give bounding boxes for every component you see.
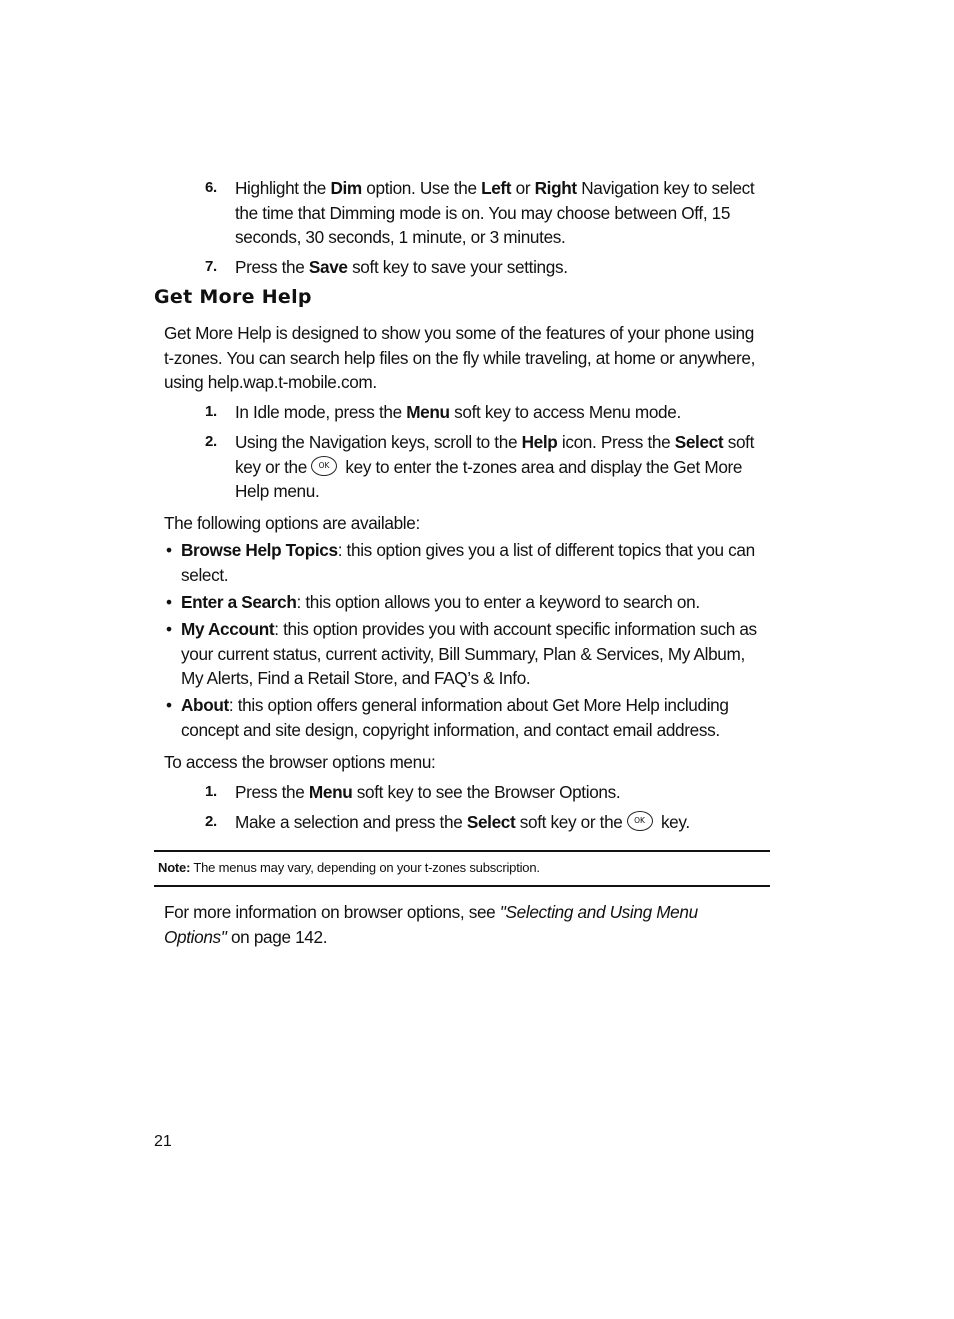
step-number: 2. xyxy=(205,433,217,450)
option-about: • About: this option offers general information about Get More Help including concept and site design, copyright information, and contact email address. xyxy=(166,695,729,740)
option-enter-a-search: • Enter a Search: this option allows you to enter a keyword to search on. xyxy=(166,590,768,615)
step-number: 2. xyxy=(205,813,217,830)
cross-reference: "Selecting and Using Menu Options" xyxy=(164,902,698,947)
step-text: In Idle mode, press the Menu soft key to access Menu mode. xyxy=(235,402,681,422)
help-step-1 xyxy=(205,400,771,425)
step-7 xyxy=(205,255,771,280)
ok-key-icon: OK xyxy=(627,811,653,831)
step-text: Highlight the Dim option. Use the Left or Right Navigation key to select the time that Dimming mode is on. You may choose between Off, 15 seconds, 30 seconds, 1 minute, or 3 minutes. xyxy=(235,178,755,247)
step-text: Make a selection and press the Select soft key or the OK key. xyxy=(235,812,690,832)
step-text: Using the Navigation keys, scroll to the Help icon. Press the Select soft key or the OK key to enter the t-zones area and display the Get More Help menu. xyxy=(235,432,755,501)
bullet-icon: • xyxy=(166,619,172,639)
step-number: 6. xyxy=(205,179,217,196)
intro-paragraph: Get More Help is designed to show you some of the features of your phone using t-zones. You can search help files on the fly while traveling, at home or anywhere, using help.wap.t-mobile.com. xyxy=(164,323,756,392)
browser-intro: To access the browser options menu: xyxy=(164,752,436,772)
step-text: Press the Save soft key to save your settings. xyxy=(235,257,568,277)
step-6 xyxy=(205,176,771,250)
bullet-icon: • xyxy=(166,540,172,560)
browser-step-2 xyxy=(205,810,771,835)
note-top-rule xyxy=(154,850,770,852)
note-bottom-rule xyxy=(154,885,770,887)
note: Note: The menus may vary, depending on your t-zones subscription. xyxy=(158,860,540,875)
bullet-icon: • xyxy=(166,592,172,612)
page-number: 21 xyxy=(154,1133,172,1150)
option-my-account: • My Account: this option provides you with account specific information such as your current status, current activity, Bill Summary, Plan & Services, My Album, My Alerts, Find a Retail Store, and FAQ’s & Info. xyxy=(166,619,757,688)
ok-key-icon: OK xyxy=(311,456,337,476)
help-step-2 xyxy=(205,430,771,504)
options-intro: The following options are available: xyxy=(164,513,420,533)
step-number: 7. xyxy=(205,258,217,275)
browser-step-1 xyxy=(205,780,771,805)
option-browse-help-topics: • Browse Help Topics: this option gives you a list of different topics that you can select. xyxy=(166,540,755,585)
bullet-icon: • xyxy=(166,695,172,715)
step-number: 1. xyxy=(205,783,217,800)
more-info-paragraph: For more information on browser options, see "Selecting and Using Menu Options" on page 142. xyxy=(164,902,698,947)
step-text: Press the Menu soft key to see the Browser Options. xyxy=(235,782,621,802)
section-title: Get More Help xyxy=(154,286,312,308)
step-number: 1. xyxy=(205,403,217,420)
